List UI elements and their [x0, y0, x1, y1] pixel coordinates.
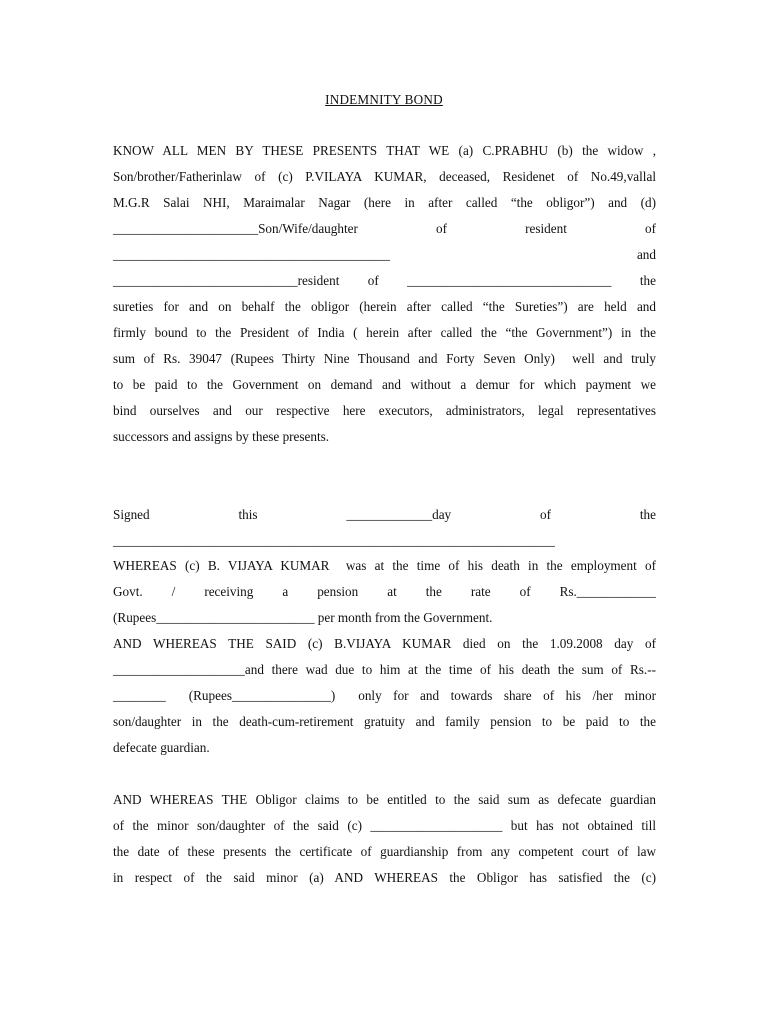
blank-son-wife-daughter: ______________________Son/Wife/daughter [113, 221, 358, 236]
para1-line-3 [113, 195, 656, 211]
word: rate [470, 584, 491, 599]
text: sureties for and on behalf the obligor (herein after called “the Sureties”) are held and [113, 299, 656, 314]
word: Signed [113, 507, 150, 522]
whereas2-line-2 [113, 662, 656, 678]
text: firmly bound to the President of India ( herein after called the “the Government”) in the [113, 325, 656, 340]
whereas2-line-3 [113, 688, 656, 704]
word: resident [525, 221, 567, 236]
para1-line-9 [113, 351, 656, 367]
word: of [436, 221, 447, 236]
whereas3-line-1 [113, 792, 656, 808]
text: successors and assigns by these presents. [113, 429, 330, 444]
word: the [425, 584, 442, 599]
whereas1-line-1 [113, 558, 656, 574]
whereas2-line-1 [113, 636, 656, 652]
para1-line-12 [113, 429, 656, 445]
text: in respect of the said minor (a) AND WHEREAS the Obligor has satisfied the (c) [113, 870, 656, 885]
word: and [636, 247, 656, 262]
text: ____________________and there wad due to him at the time of his death the sum of Rs.-- [113, 662, 656, 677]
para1-line-10 [113, 377, 656, 393]
text: AND WHEREAS THE Obligor claims to be entitled to the said sum as defecate guardian [113, 792, 656, 807]
text: defecate guardian. [113, 740, 210, 755]
para1-line-11 [113, 403, 656, 419]
text: of the minor son/daughter of the said (c) ____________________ but has not obtained till [113, 818, 656, 833]
text: the date of these presents the certificate of guardianship from any competent court of law [113, 844, 656, 859]
blank-second-surety: ____________________________resident [113, 273, 340, 288]
word: of [540, 507, 551, 522]
signed-line-2 [113, 533, 656, 549]
word: the [639, 273, 656, 288]
para1-line-8 [113, 325, 656, 341]
para1-line-5 [113, 247, 656, 263]
word: a [282, 584, 289, 599]
whereas2-line-5 [113, 740, 656, 756]
blank-month-year: ___________________________________________________________________ [113, 533, 555, 548]
para1-line-2 [113, 169, 656, 185]
word: of [367, 273, 379, 288]
text: KNOW ALL MEN BY THESE PRESENTS THAT WE (a) C.PRABHU (b) the widow , [113, 143, 656, 158]
signed-line-1 [113, 507, 656, 523]
document-title: INDEMNITY BOND [325, 92, 443, 107]
para1-line-7 [113, 299, 656, 315]
word: of [519, 584, 531, 599]
whereas1-line-2 [113, 584, 656, 600]
text: AND WHEREAS THE SAID (c) B.VIJAYA KUMAR died on the 1.09.2008 day of [113, 636, 656, 651]
word: / [171, 584, 176, 599]
para1-line-4 [113, 221, 656, 237]
blank-pension-rate: Rs.____________ [559, 584, 656, 599]
word: of [644, 221, 656, 236]
text: WHEREAS (c) B. VIJAYA KUMAR was at the time of his death in the employment of [113, 558, 656, 573]
whereas3-line-2 [113, 818, 656, 834]
whereas2-line-4 [113, 714, 656, 730]
word: at [387, 584, 397, 599]
text: bind ourselves and our respective here executors, administrators, legal representatives [113, 403, 656, 418]
text: Son/brother/Fatherinlaw of (c) P.VILAYA KUMAR, deceased, Residenet of No.49,vallal [113, 169, 656, 184]
whereas3-line-4 [113, 870, 656, 886]
text: sum of Rs. 39047 (Rupees Thirty Nine Thousand and Forty Seven Only) well and truly [113, 351, 656, 366]
word: this [238, 507, 258, 522]
text: ________ (Rupees_______________) only for and towards share of his /her minor [113, 688, 656, 703]
text: (Rupees________________________ per month from the Government. [113, 610, 493, 625]
text: son/daughter in the death-cum-retirement gratuity and family pension to be paid to the [113, 714, 656, 729]
word: receiving [204, 584, 254, 599]
whereas1-line-3 [113, 610, 656, 626]
word: Govt. [113, 584, 143, 599]
blank-resident-address: __________________________________________ [113, 247, 390, 262]
blank-day: _____________day [346, 507, 452, 522]
text: M.G.R Salai NHI, Maraimalar Nagar (here in after called “the obligor”) and (d) [113, 195, 656, 210]
para1-line-1 [113, 143, 656, 159]
word: the [639, 507, 656, 522]
word: pension [317, 584, 359, 599]
text: to be paid to the Government on demand and without a demur for which payment we [113, 377, 656, 392]
whereas3-line-3 [113, 844, 656, 860]
blank-second-address: _______________________________ [407, 273, 612, 288]
para1-line-6 [113, 273, 656, 289]
